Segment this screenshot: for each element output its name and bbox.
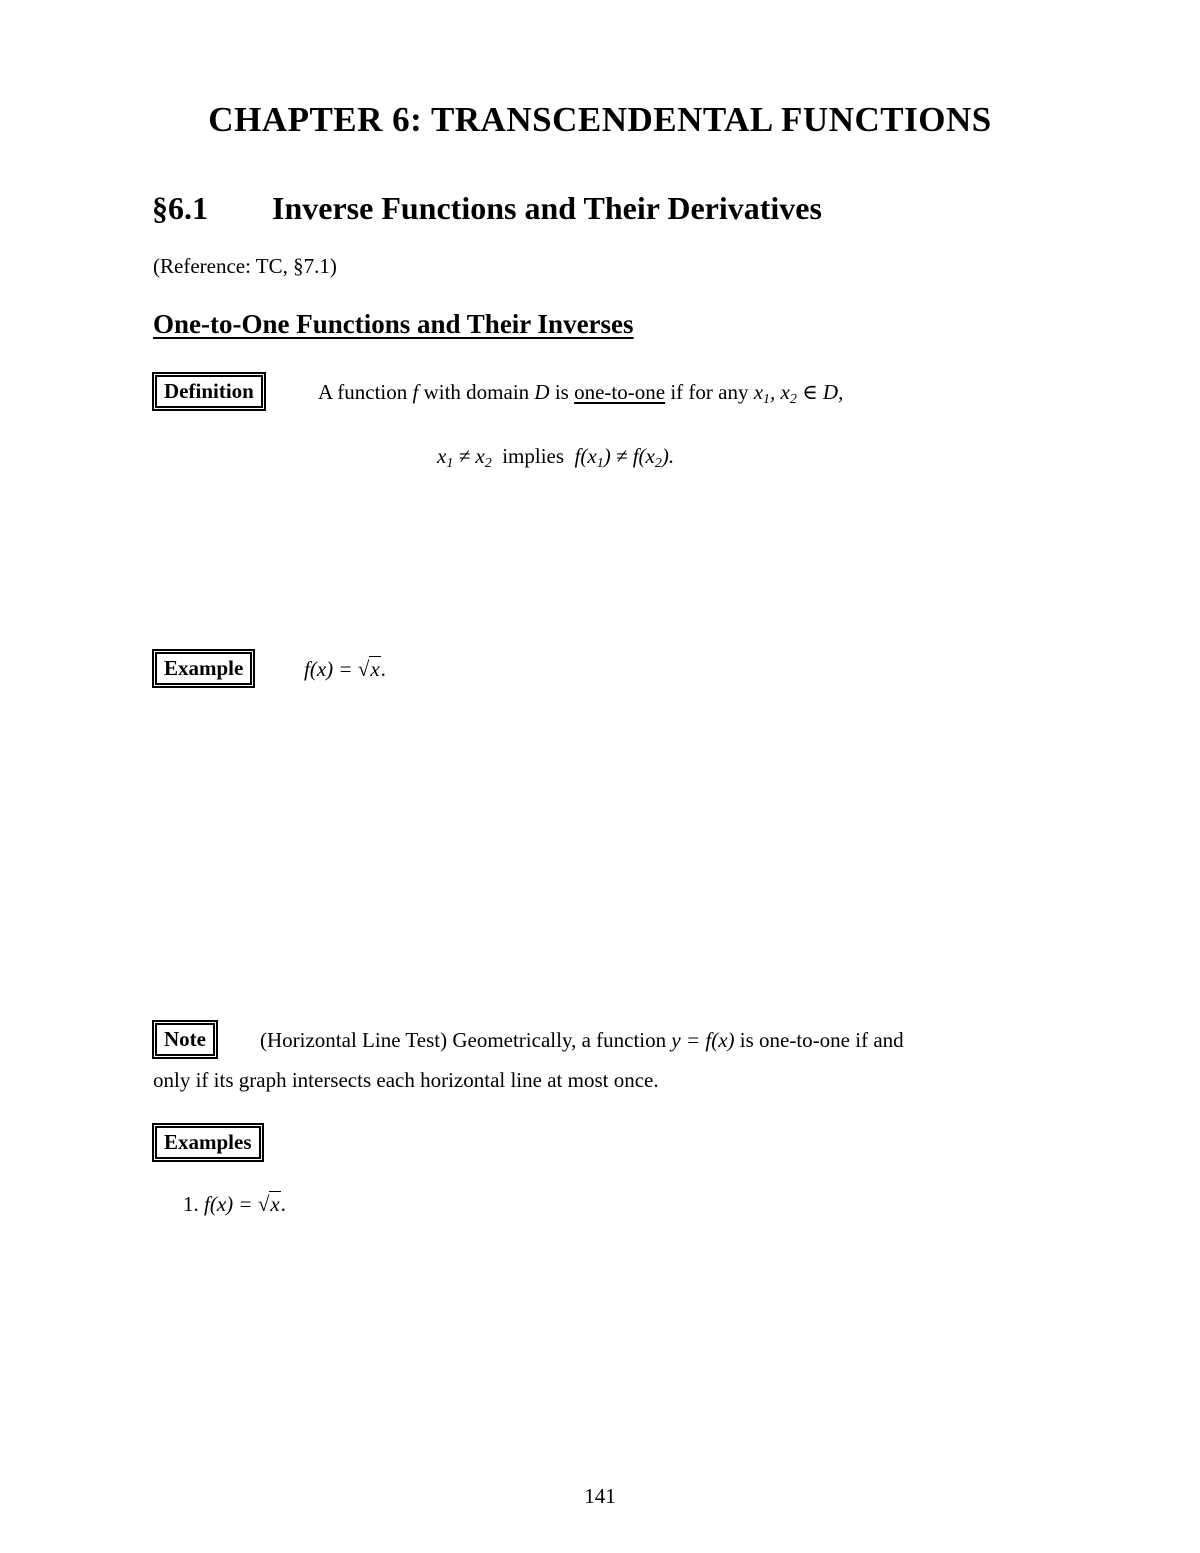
definition-formula: $x_1 \ne x_2$ implies $f(x_1) \ne f(x_2)$. [437, 444, 675, 471]
section-number: §6.1 [152, 190, 208, 226]
section-title: Inverse Functions and Their Derivatives [272, 190, 822, 226]
subsection-title: One-to-One Functions and Their Inverses [153, 309, 634, 339]
examples-item-1: 1. f(x) = √x. [183, 1192, 286, 1216]
list-item-number: 1. [183, 1192, 199, 1216]
chapter-title: CHAPTER 6: TRANSCENDENTAL FUNCTIONS [208, 100, 992, 139]
definition-text [318, 380, 843, 405]
example-label-text: Example [155, 652, 252, 685]
note-label-text: Note [155, 1023, 215, 1056]
definition-text-part: if for any [670, 380, 749, 404]
examples-label [152, 1123, 264, 1162]
note-line-2: only if its graph intersects each horizontal line at most once. [153, 1068, 659, 1092]
note-label [152, 1020, 218, 1059]
definition-term: one-to-one [574, 380, 666, 404]
definition-text-part: with domain [423, 380, 530, 404]
note-line-1: (Horizontal Line Test) Geometrically, a function y = f(x) is one-to-one if and [260, 1028, 904, 1052]
example-label [152, 649, 255, 688]
definition-text-part: A function [318, 380, 408, 404]
definition-label-text: Definition [155, 375, 263, 408]
definition-var-d: D [534, 380, 550, 404]
definition-label [152, 372, 266, 411]
note-math: y = f(x) [671, 1028, 735, 1052]
implies-word: implies [502, 444, 565, 468]
section-heading [152, 190, 822, 227]
sqrt-symbol: √ [257, 1192, 270, 1216]
sqrt-symbol: √ [357, 657, 370, 681]
reference-note: (Reference: TC, §7.1) [153, 254, 337, 278]
definition-var-f: f [412, 380, 419, 404]
examples-label-text: Examples [155, 1126, 261, 1159]
example-formula: f(x) = √x. [304, 657, 386, 681]
definition-variables: $x_1$, $x_2$ ∈ D, [753, 380, 844, 407]
page-number: 141 [584, 1484, 616, 1508]
definition-text-part: is [554, 380, 569, 404]
